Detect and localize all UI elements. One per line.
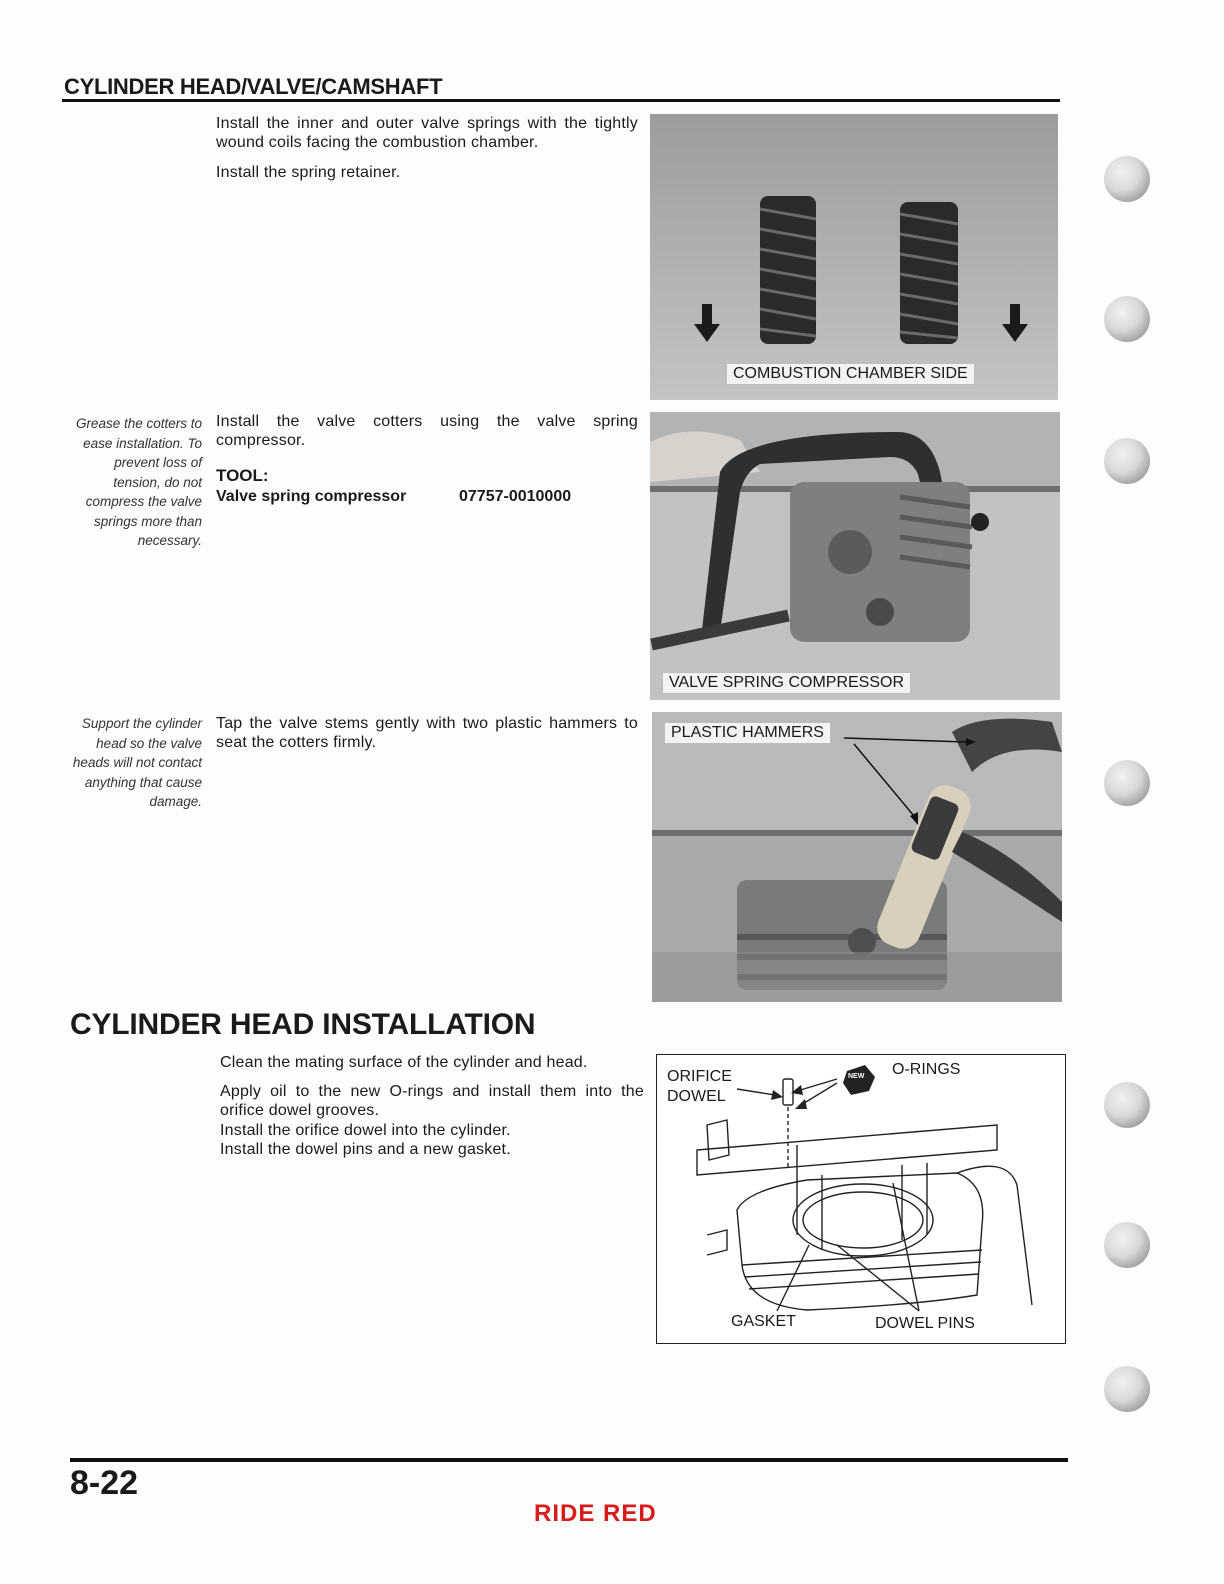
- binder-hole: [1104, 296, 1150, 342]
- gasket-label: GASKET: [731, 1313, 796, 1330]
- plastic-hammers-label: PLASTIC HAMMERS: [664, 722, 831, 744]
- step2-text: Install the valve cotters using the valve spring compressor.: [216, 413, 638, 449]
- orifice-dowel-label-line1: ORIFICE: [667, 1068, 732, 1085]
- binder-hole: [1104, 1222, 1150, 1268]
- binder-hole: [1104, 156, 1150, 202]
- combustion-chamber-label: COMBUSTION CHAMBER SIDE: [726, 363, 975, 385]
- tool-number: 07757-0010000: [459, 488, 572, 505]
- plastic-hammers-leader-lines: [840, 730, 980, 830]
- binder-hole: [1104, 438, 1150, 484]
- binder-hole: [1104, 1366, 1150, 1412]
- valve-spring-compressor-label: VALVE SPRING COMPRESSOR: [662, 672, 911, 694]
- step1-text-springs: Install the inner and outer valve springs with the tightly wound coils facing the combustion chamber.: [216, 115, 638, 151]
- o-rings-label: O-RINGS: [892, 1061, 961, 1078]
- installation-text-dowels: Install the dowel pins and a new gasket.: [220, 1141, 511, 1158]
- binder-hole: [1104, 760, 1150, 806]
- installation-text-clean: Clean the mating surface of the cylinder and head.: [220, 1054, 588, 1071]
- cylinder-installation-diagram: [656, 1054, 1066, 1344]
- dowel-pins-label: DOWEL PINS: [875, 1315, 975, 1332]
- new-part-badge-icon: [843, 1065, 875, 1095]
- support-head-note: Support the cylinder head so the valve heads will not contact anything that cause damage.: [72, 716, 202, 809]
- valve-springs-illustration: [650, 114, 1058, 400]
- cotters-note: Grease the cotters to ease installation. To prevent loss of tension, do not compress the valve springs more than necessary.: [75, 416, 202, 548]
- footer-divider: [70, 1458, 1068, 1462]
- orifice-dowel-label-line2: DOWEL: [667, 1088, 726, 1105]
- installation-text-orifice: Install the orifice dowel into the cylinder.: [220, 1122, 511, 1139]
- page-number: 8-22: [70, 1464, 139, 1502]
- binder-hole: [1104, 1082, 1150, 1128]
- valve-spring-compressor-photo: [650, 412, 1060, 700]
- tool-heading: TOOL:: [216, 466, 269, 485]
- compressor-photo-illustration: [650, 412, 1060, 700]
- new-badge-text: NEW: [848, 1073, 865, 1080]
- header-divider: [62, 99, 1060, 102]
- step3-text: Tap the valve stems gently with two plastic hammers to seat the cotters firmly.: [216, 715, 638, 751]
- installation-title: CYLINDER HEAD INSTALLATION: [70, 1008, 536, 1041]
- valve-springs-figure: [650, 114, 1058, 400]
- orifice-dowel-label: [667, 1067, 732, 1107]
- brand-watermark: RIDE RED: [534, 1500, 657, 1527]
- installation-text-orings: Apply oil to the new O-rings and install them into the orifice dowel grooves.: [220, 1083, 644, 1119]
- step1-text-retainer: Install the spring retainer.: [216, 164, 401, 181]
- tool-name: Valve spring compressor: [216, 488, 407, 505]
- section-title: CYLINDER HEAD/VALVE/CAMSHAFT: [64, 74, 443, 99]
